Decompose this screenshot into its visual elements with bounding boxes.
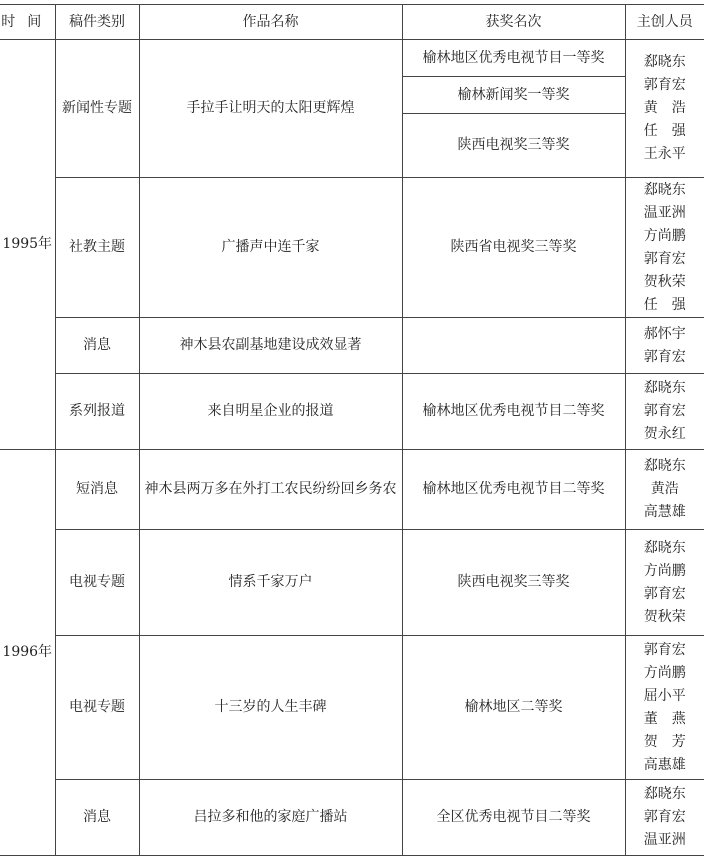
staff-name: 郭育宏 — [643, 641, 686, 658]
category-cell: 电视专题 — [55, 636, 139, 780]
staff-name: 方尚鹏 — [643, 664, 686, 681]
staff-name: 贺秋荣 — [643, 608, 686, 625]
award-cell: 榆林新闻奖一等奖 — [402, 77, 625, 114]
staff-name: 郄晓东 — [643, 458, 686, 474]
staff-name: 王永平 — [643, 146, 686, 162]
staff-name: 郄晓东 — [643, 380, 686, 396]
staff-name: 郭育宏 — [643, 348, 686, 365]
award-cell: 榆林地区优秀电视节目二等奖 — [402, 450, 625, 530]
category-cell: 短消息 — [55, 450, 139, 530]
staff-name: 黄 浩 — [643, 100, 686, 116]
staff-name: 郄晓东 — [643, 539, 686, 556]
staff-name: 任 强 — [643, 123, 686, 139]
staff-name: 郭育宏 — [643, 77, 686, 93]
table-row — [0, 530, 704, 636]
header-staff: 主创人员 — [625, 5, 704, 40]
title-cell: 神木县两万多在外打工农民纷纷回乡务农 — [139, 450, 402, 530]
staff-name: 高惠雄 — [643, 756, 686, 773]
staff-name: 黄浩 — [650, 481, 679, 497]
staff-name: 方尚鹏 — [643, 227, 686, 244]
staff-name: 郭育宏 — [643, 250, 686, 267]
award-cell: 全区优秀电视节目二等奖 — [402, 780, 625, 856]
header-award: 获奖名次 — [402, 5, 625, 40]
staff-name: 郄晓东 — [643, 786, 686, 802]
staff-cell — [625, 636, 704, 780]
staff-name: 郭育宏 — [643, 585, 686, 602]
awards-table — [0, 4, 704, 856]
staff-name: 任 强 — [643, 296, 686, 313]
header-time: 时间 — [0, 5, 55, 40]
staff-cell — [625, 374, 704, 450]
table-row — [0, 178, 704, 318]
staff-cell — [625, 318, 704, 374]
staff-name: 郄晓东 — [643, 181, 686, 198]
title-cell: 十三岁的人生丰碑 — [139, 636, 402, 780]
staff-name: 贺 芳 — [643, 733, 686, 750]
category-cell: 消息 — [55, 780, 139, 856]
staff-cell — [625, 178, 704, 318]
year-cell: 1996年 — [0, 450, 55, 856]
table-row — [0, 780, 704, 856]
year-cell: 1995年 — [0, 40, 55, 450]
award-cell: 陕西省电视奖三等奖 — [402, 178, 625, 318]
staff-name: 屈小平 — [643, 687, 686, 704]
staff-cell — [625, 780, 704, 856]
award-cell: 榆林地区二等奖 — [402, 636, 625, 780]
award-cell: 榆林地区优秀电视节目一等奖 — [402, 40, 625, 77]
award-cell: 榆林地区优秀电视节目二等奖 — [402, 374, 625, 450]
staff-name: 温亚洲 — [643, 204, 686, 221]
category-cell: 社教主题 — [55, 178, 139, 318]
staff-name: 贺永红 — [643, 426, 686, 442]
award-cell: 陕西电视奖三等奖 — [402, 530, 625, 636]
header-row — [0, 5, 704, 40]
table-row — [0, 40, 704, 77]
table-row — [0, 374, 704, 450]
category-cell: 新闻性专题 — [55, 40, 139, 178]
staff-name: 高慧雄 — [643, 504, 686, 520]
staff-cell — [625, 530, 704, 636]
category-cell: 系列报道 — [55, 374, 139, 450]
category-cell: 电视专题 — [55, 530, 139, 636]
table-row — [0, 318, 704, 374]
award-cell: 陕西电视奖三等奖 — [402, 114, 625, 178]
staff-cell — [625, 450, 704, 530]
table-row — [0, 636, 704, 780]
title-cell: 神木县农副基地建设成效显著 — [139, 318, 402, 374]
category-cell: 消息 — [55, 318, 139, 374]
award-cell — [402, 318, 625, 374]
title-cell: 来自明星企业的报道 — [139, 374, 402, 450]
staff-name: 郄晓东 — [643, 54, 686, 70]
header-title: 作品名称 — [139, 5, 402, 40]
staff-cell — [625, 40, 704, 178]
staff-name: 贺秋荣 — [643, 273, 686, 290]
staff-name: 方尚鹏 — [643, 562, 686, 579]
title-cell: 吕拉多和他的家庭广播站 — [139, 780, 402, 856]
staff-name: 董 燕 — [643, 710, 686, 727]
staff-name: 郝怀宇 — [643, 325, 686, 342]
header-category: 稿件类别 — [55, 5, 139, 40]
title-cell: 情系千家万户 — [139, 530, 402, 636]
title-cell: 广播声中连千家 — [139, 178, 402, 318]
staff-name: 温亚洲 — [643, 832, 686, 848]
table-row — [0, 450, 704, 530]
staff-name: 郭育宏 — [643, 403, 686, 419]
title-cell: 手拉手让明天的太阳更辉煌 — [139, 40, 402, 178]
staff-name: 郭育宏 — [643, 809, 686, 825]
